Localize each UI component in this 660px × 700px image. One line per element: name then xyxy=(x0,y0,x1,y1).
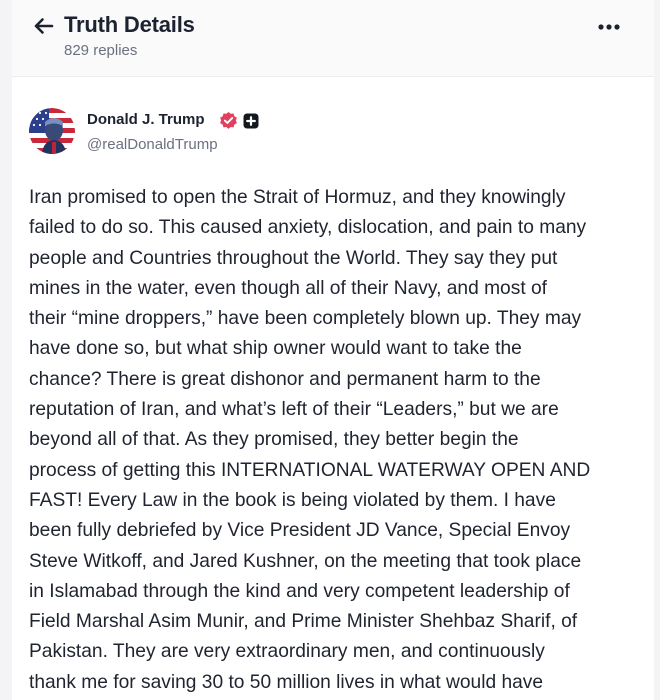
post-text-line: reputation of Iran, and what’s left of their “Leaders,” but we are xyxy=(29,399,559,421)
post-text-line: Field Marshal Asim Munir, and Prime Minister Shehbaz Sharif, of xyxy=(29,611,578,633)
post-text-line: people and Countries throughout the World. They say they put xyxy=(29,247,558,269)
post-text-line: their “mine droppers,” have been completely blown up. They may xyxy=(29,308,582,330)
arrow-left-icon xyxy=(30,14,58,38)
truth-details-panel xyxy=(12,0,654,700)
post-text-line: thank me for saving 30 to 50 million lives in what would have xyxy=(29,671,544,693)
page-title: Truth Details xyxy=(64,12,195,37)
post-text-line: have done so, but what ship owner would want to take the xyxy=(29,338,522,360)
post-text-line: chance? There is great dishonor and permanent harm to the xyxy=(29,368,541,390)
post-text-line: Iran promised to open the Strait of Hormuz, and they knowingly xyxy=(29,187,566,208)
post-text-line: Steve Witkoff, and Jared Kushner, on the meeting that took place xyxy=(29,550,582,572)
post-text-line: FAST! Every Law in the book is being violated by them. I have xyxy=(29,489,556,511)
more-options-button[interactable] xyxy=(596,18,622,36)
author-handle[interactable]: @realDonaldTrump xyxy=(87,136,218,153)
author-avatar[interactable] xyxy=(29,108,75,154)
more-dots-icon xyxy=(596,18,622,36)
post-body-text xyxy=(29,183,643,698)
post-text-line: beyond all of that. As they promised, they better begin the xyxy=(29,429,519,451)
plus-badge-icon xyxy=(243,113,259,129)
post-text-line: process of getting this INTERNATIONAL WATERWAY OPEN AND xyxy=(29,459,591,481)
post-text-line: mines in the water, even though all of their Navy, and most of xyxy=(29,277,547,299)
post-text-line: been fully debriefed by Vice President JD Vance, Special Envoy xyxy=(29,520,571,542)
post-text-line: in Islamabad through the kind and very competent leadership of xyxy=(29,580,570,602)
author-name[interactable]: Donald J. Trump xyxy=(87,111,205,128)
verified-badge-icon xyxy=(219,111,238,130)
page-header xyxy=(12,0,654,77)
back-button[interactable] xyxy=(30,14,58,38)
replies-count: 829 replies xyxy=(64,42,138,59)
post-text-line: Pakistan. They are very extraordinary men, and continuously xyxy=(29,641,545,663)
post-text-line: failed to do so. This caused anxiety, dislocation, and pain to many xyxy=(29,217,587,239)
